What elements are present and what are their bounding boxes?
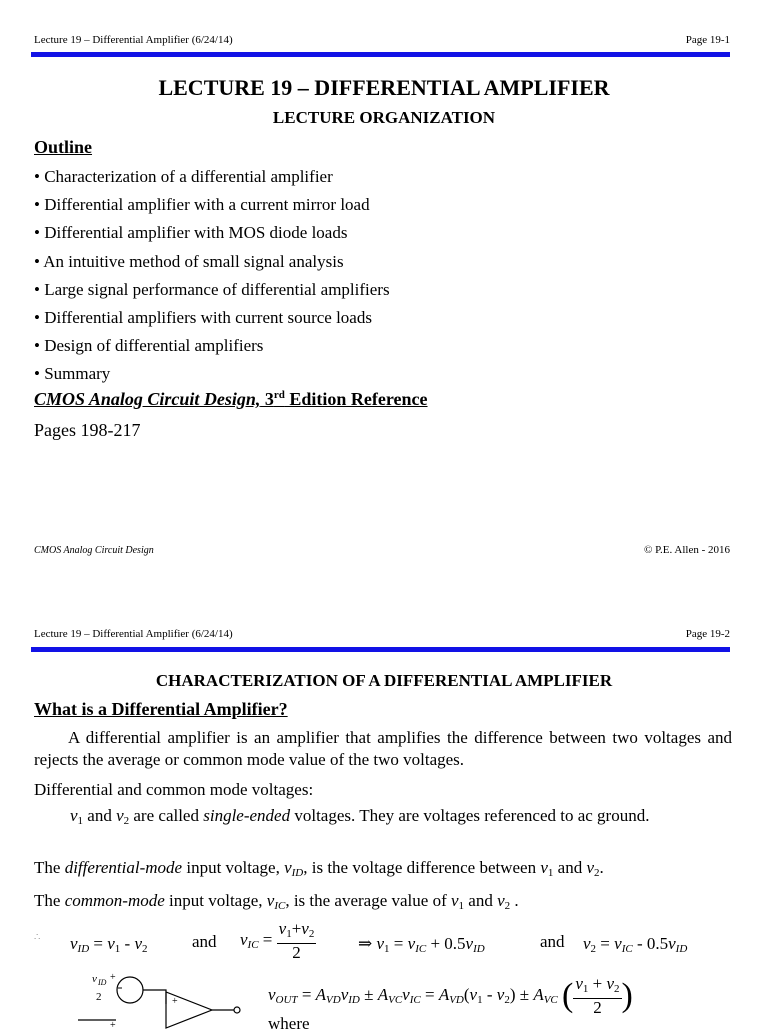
footer-copyright: © P.E. Allen - 2016 bbox=[644, 544, 730, 556]
svg-text:2: 2 bbox=[96, 991, 102, 1003]
outline-heading: Outline bbox=[34, 137, 93, 157]
svg-text:v: v bbox=[92, 973, 97, 985]
var-v1: v bbox=[70, 806, 78, 825]
term-common-mode: common-mode bbox=[64, 891, 165, 910]
definition-paragraph: A differential amplifier is an amplifier that amplifies the difference between two voltages and rejects the average or common mode value of the two voltages. bbox=[34, 728, 732, 769]
eq-and-1: and bbox=[192, 932, 217, 951]
svg-text:+: + bbox=[110, 1020, 116, 1031]
output-equation: $v_{OUT} = A_{VD}v_{ID} \pm A_{VC}v_{IC} = A_{VD}(v_1 - v_2) \pm A_{VC}$ ( $\frac{v_1 + v_2}{2}$ ) bbox=[268, 974, 633, 1017]
outline-item: • Design of differential amplifiers bbox=[34, 336, 264, 356]
reference-book-title: CMOS Analog Circuit Design, bbox=[34, 389, 261, 409]
where-label: where bbox=[268, 1014, 310, 1033]
header-lecture-label: Lecture 19 – Differential Amplifier (6/24/14) bbox=[34, 628, 233, 640]
therefore-mark: ∴ bbox=[34, 932, 41, 943]
diff-amp-circuit-diagram bbox=[70, 966, 330, 1036]
eq-v2: $v_2 = v_{IC} - 0.5v_{ID}$ bbox=[583, 934, 688, 955]
outline-item: • An intuitive method of small signal analysis bbox=[34, 251, 344, 271]
eq-vid: $v_{ID} = v_1 - v_2$ bbox=[70, 934, 148, 955]
footer-course: CMOS Analog Circuit Design bbox=[34, 545, 154, 556]
reference-heading bbox=[34, 389, 428, 410]
reference-edition-label: Edition Reference bbox=[284, 389, 428, 409]
eq-and-2: and bbox=[540, 932, 565, 951]
outline-list bbox=[34, 163, 390, 389]
outline-item: • Differential amplifier with a current mirror load bbox=[34, 195, 370, 215]
single-ended-paragraph: $v_1$ and $v_2$ are called single-ended voltages. They are voltages referenced to ac ground. bbox=[70, 806, 650, 827]
svg-text:+: + bbox=[110, 972, 116, 983]
svg-text:+: + bbox=[172, 996, 178, 1007]
outline-item: • Large signal performance of differential amplifiers bbox=[34, 279, 390, 299]
eq-v1: ⇒ $v_1 = v_{IC} + 0.5v_{ID}$ bbox=[358, 934, 485, 955]
outline-item: • Differential amplifier with MOS diode loads bbox=[34, 223, 348, 243]
reference-pages: Pages 198-217 bbox=[34, 420, 141, 440]
voltages-intro: Differential and common mode voltages: bbox=[34, 780, 314, 799]
header-divider bbox=[31, 52, 730, 57]
reference-edition-number: 3 bbox=[260, 389, 274, 409]
common-mode-paragraph: The common-mode input voltage, $v_{IC}$, is the average value of $v_1$ and $v_2$ . bbox=[34, 891, 519, 912]
eq-vic: $v_{IC}$ = $\frac{v_1+v_2}{2}$ bbox=[240, 919, 315, 962]
svg-text:ID: ID bbox=[98, 978, 107, 987]
outline-item: • Differential amplifiers with current source loads bbox=[34, 307, 372, 327]
lecture-subtitle: LECTURE ORGANIZATION bbox=[272, 108, 496, 127]
term-differential-mode: differential-mode bbox=[64, 858, 183, 877]
differential-mode-paragraph: The differential-mode input voltage, $v_{ID}$, is the voltage difference between $v_1$ and $v_2$. bbox=[34, 858, 604, 879]
reference-edition-suffix: rd bbox=[273, 389, 285, 401]
slide-19-2 bbox=[0, 600, 768, 1033]
outline-item: • Summary bbox=[34, 364, 111, 384]
header-page-number: Page 19-1 bbox=[685, 34, 730, 46]
section-question: What is a Differential Amplifier? bbox=[34, 699, 288, 719]
lecture-title: LECTURE 19 – DIFFERENTIAL AMPLIFIER bbox=[158, 75, 610, 100]
outline-item: • Characterization of a differential amplifier bbox=[34, 167, 333, 186]
header-page-number: Page 19-2 bbox=[685, 628, 730, 640]
header-divider bbox=[31, 647, 730, 652]
term-single-ended: single-ended bbox=[203, 806, 291, 825]
section-title: CHARACTERIZATION OF A DIFFERENTIAL AMPLIFIER bbox=[155, 671, 613, 690]
header-lecture-label: Lecture 19 – Differential Amplifier (6/24/14) bbox=[34, 34, 233, 46]
